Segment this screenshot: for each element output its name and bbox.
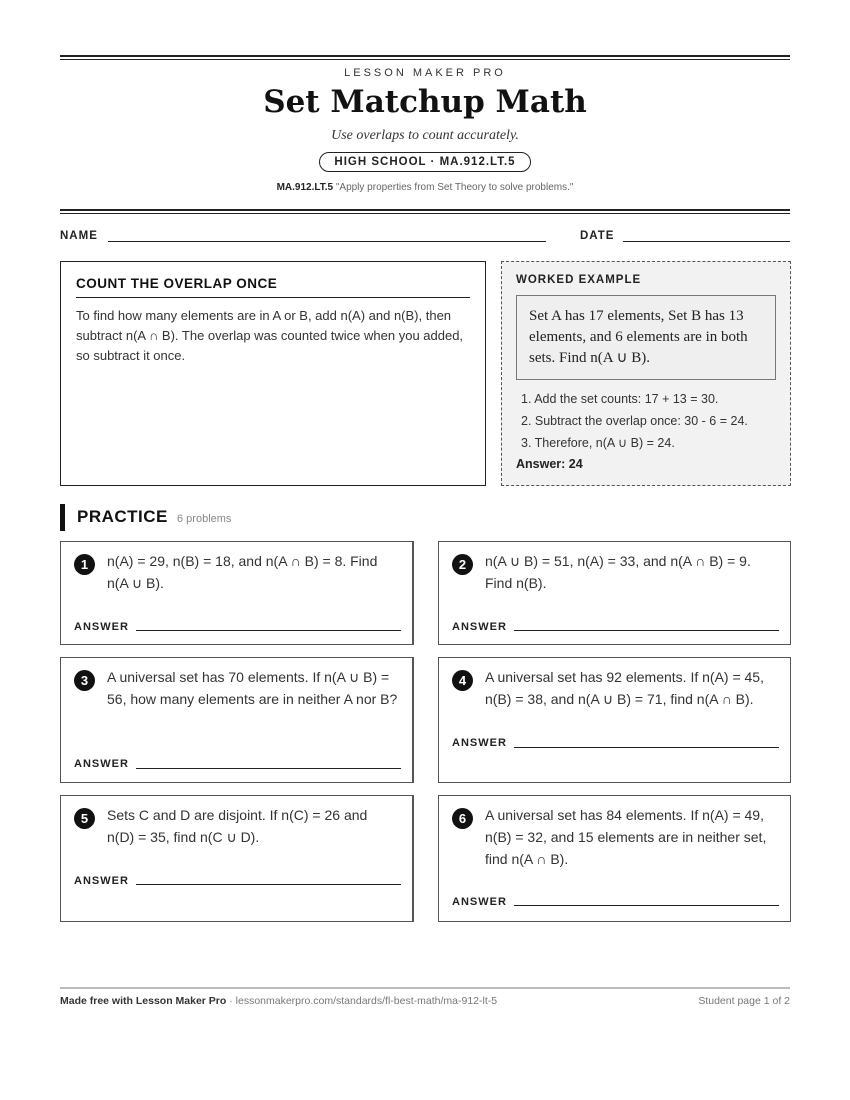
problem-number: 1: [74, 554, 95, 575]
problem-text: n(A ∪ B) = 51, n(A) = 33, and n(A ∩ B) = 9. Find n(B).: [485, 553, 751, 591]
footer-made-with: Made free with Lesson Maker Pro: [60, 995, 227, 1007]
answer-label: ANSWER: [452, 896, 507, 908]
problem-text: A universal set has 84 elements. If n(A) = 49, n(B) = 32, and 15 elements are in neither set, find n(A ∩ B).: [485, 807, 767, 867]
worked-example-box: [501, 261, 791, 486]
answer-field[interactable]: [514, 905, 779, 906]
name-field[interactable]: [108, 241, 546, 242]
concept-title: COUNT THE OVERLAP ONCE: [76, 276, 470, 298]
answer-field[interactable]: [136, 884, 401, 885]
standard-description: [0, 182, 850, 193]
footer-url[interactable]: · lessonmakerpro.com/standards/fl-best-math/ma-912-lt-5: [226, 995, 498, 1007]
answer-label: ANSWER: [452, 621, 507, 633]
problem-card-3: [60, 657, 414, 783]
grade-standard-badge: HIGH SCHOOL · MA.912.LT.5: [319, 152, 530, 172]
answer-field[interactable]: [514, 630, 779, 631]
worked-example-step: 3. Therefore, n(A ∪ B) = 24.: [521, 436, 675, 450]
problem-text: A universal set has 70 elements. If n(A ∪ B) = 56, how many elements are in neither A nor B?: [107, 669, 398, 707]
footer-page-number: Student page 1 of 2: [698, 995, 790, 1007]
concept-box: [60, 261, 486, 486]
header-top-rule: [60, 55, 790, 60]
answer-label: ANSWER: [74, 758, 129, 770]
worked-example-steps: [516, 388, 776, 454]
worked-example-title: WORKED EXAMPLE: [516, 274, 642, 286]
page-subtitle: Use overlaps to count accurately.: [331, 128, 519, 143]
problem-card-2: [438, 541, 791, 645]
worked-example-problem: Set A has 17 elements, Set B has 13 elements, and 6 elements are in both sets. Find n(A ∪ B).: [516, 295, 776, 380]
problem-number: 2: [452, 554, 473, 575]
concept-body: To find how many elements are in A or B, add n(A) and n(B), then subtract n(A ∩ B). The overlap was counted twice when you added, so subtract it once.: [76, 308, 464, 363]
date-field[interactable]: [623, 241, 790, 242]
answer-label: ANSWER: [452, 737, 507, 749]
problem-number: 4: [452, 670, 473, 691]
practice-count: 6 problems: [177, 513, 232, 525]
brand-name: LESSON MAKER PRO: [344, 67, 506, 79]
date-label: DATE: [580, 230, 615, 242]
page-title: Set Matchup Math: [263, 84, 587, 120]
practice-title: PRACTICE: [77, 507, 168, 526]
worked-example-answer: Answer: 24: [516, 457, 583, 471]
answer-label: ANSWER: [74, 621, 129, 633]
answer-field[interactable]: [136, 768, 401, 769]
problem-card-1: [60, 541, 414, 645]
problem-card-6: [438, 795, 791, 922]
answer-field[interactable]: [136, 630, 401, 631]
worked-example-step: 1. Add the set counts: 17 + 13 = 30.: [521, 392, 719, 406]
problem-number: 6: [452, 808, 473, 829]
practice-accent-bar: [60, 504, 65, 531]
problem-text: n(A) = 29, n(B) = 18, and n(A ∩ B) = 8. Find n(A ∪ B).: [107, 553, 378, 591]
problem-text: Sets C and D are disjoint. If n(C) = 26 and n(D) = 35, find n(C ∪ D).: [107, 807, 368, 845]
header-bottom-rule: [60, 209, 790, 214]
answer-label: ANSWER: [74, 875, 129, 887]
name-label: NAME: [60, 230, 98, 242]
problem-text: A universal set has 92 elements. If n(A) = 45, n(B) = 38, and n(A ∪ B) = 71, find n(A ∩ B).: [485, 669, 764, 707]
footer-credit: [60, 995, 497, 1007]
problem-number: 5: [74, 808, 95, 829]
problem-card-5: [60, 795, 414, 922]
standard-text: "Apply properties from Set Theory to solve problems.": [335, 182, 574, 193]
footer-rule: [60, 987, 790, 989]
worked-example-step: 2. Subtract the overlap once: 30 - 6 = 24.: [521, 414, 748, 428]
standard-code: MA.912.LT.5: [276, 182, 334, 193]
problem-number: 3: [74, 670, 95, 691]
answer-field[interactable]: [514, 747, 779, 748]
problem-card-4: [438, 657, 791, 783]
